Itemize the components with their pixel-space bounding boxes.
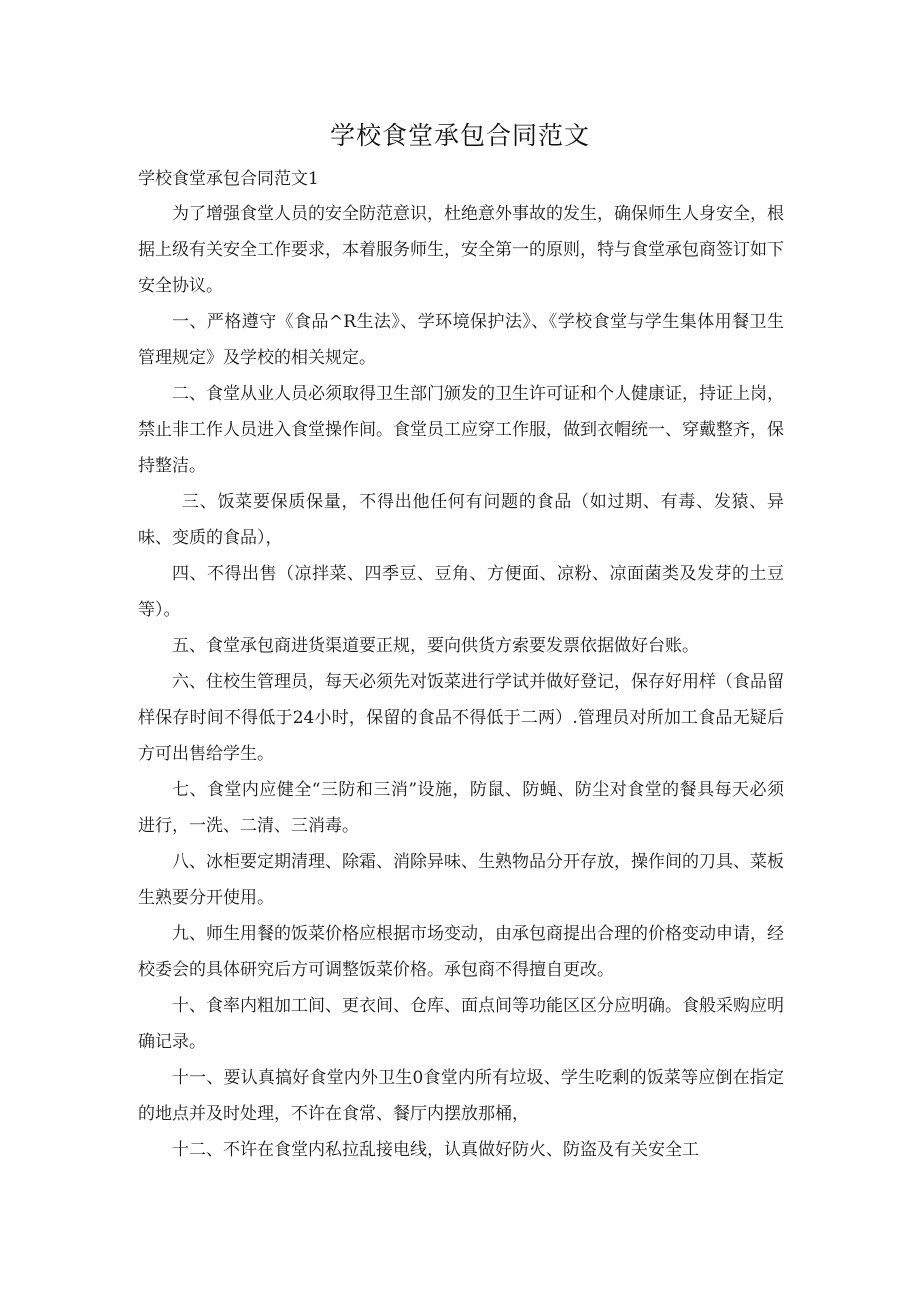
paragraph-clause-6: 六、住校生管理员，每天必须先对饭菜进行学试并做好登记，保存好用样（食品留样保存时间不得低于24小时，保留的食品不得低于二两）.管理员对所加工食品无疑后方可出售给学生。	[138, 672, 784, 764]
paragraph-clause-10: 十、食率内粗加工间、更衣间、仓库、面点间等功能区区分应明确。食般采购应明确记录。	[138, 996, 784, 1052]
paragraph-clause-9: 九、师生用餐的饭菜价格应根据市场变动，由承包商提出合理的价格变动申请，经校委会的具体研究后方可调整饭菜价格。承包商不得擅自更改。	[138, 924, 784, 980]
paragraph-clause-11: 十一、要认真搞好食堂内外卫生0食堂内所有垃圾、学生吃剩的饭菜等应倒在指定的地点并及时处理，不许在食常、餐厅内摆放那桶，	[138, 1068, 784, 1124]
paragraph-clause-3: 三、饭菜要保质保量，不得出他任何有问题的食品（如过期、有毒、发猿、异味、变质的食品），	[138, 492, 784, 548]
paragraph-clause-2: 二、食堂从业人员必须取得卫生部门颁发的卫生许可证和个人健康证，持证上岗，禁止非工作人员进入食堂操作间。食堂员工应穿工作服，做到衣帽统一、穿戴整齐，保持整洁。	[138, 384, 784, 476]
paragraph-clause-5: 五、食堂承包商进货渠道要正规，要向供货方索要发票依据做好台账。	[172, 636, 699, 656]
document-title: 学校食堂承包合同范文	[329, 121, 590, 150]
paragraph-clause-4: 四、不得出售（凉拌菜、四季豆、豆角、方便面、凉粉、凉面菌类及发芽的土豆等）。	[138, 564, 784, 620]
paragraph-clause-12: 十二、不许在食堂内私拉乱接电线，认真做好防火、防盗及有关安全工	[172, 1140, 699, 1160]
paragraph-clause-8: 八、冰柜要定期清理、除霜、消除异味、生熟物品分开存放，操作间的刀具、菜板生熟要分开使用。	[138, 852, 784, 908]
paragraph-clause-7: 七、食堂内应健全“三防和三消”设施，防鼠、防蝇、防尘对食堂的餐具每天必须进行，一洗、二清、三消毒。	[138, 780, 784, 836]
paragraph-intro: 为了增强食堂人员的安全防范意识，杜绝意外事故的发生，确保师生人身安全，根据上级有关安全工作要求，本着服务师生，安全第一的原则，特与食堂承包商签订如下安全协议。	[138, 204, 784, 296]
paragraph-clause-1: 一、严格遵守《食品^R生法》、学环境保护法》、《学校食堂与学生集体用餐卫生管理规定》及学校的相关规定。	[138, 312, 784, 368]
document-subtitle: 学校食堂承包合同范文1	[138, 169, 319, 189]
